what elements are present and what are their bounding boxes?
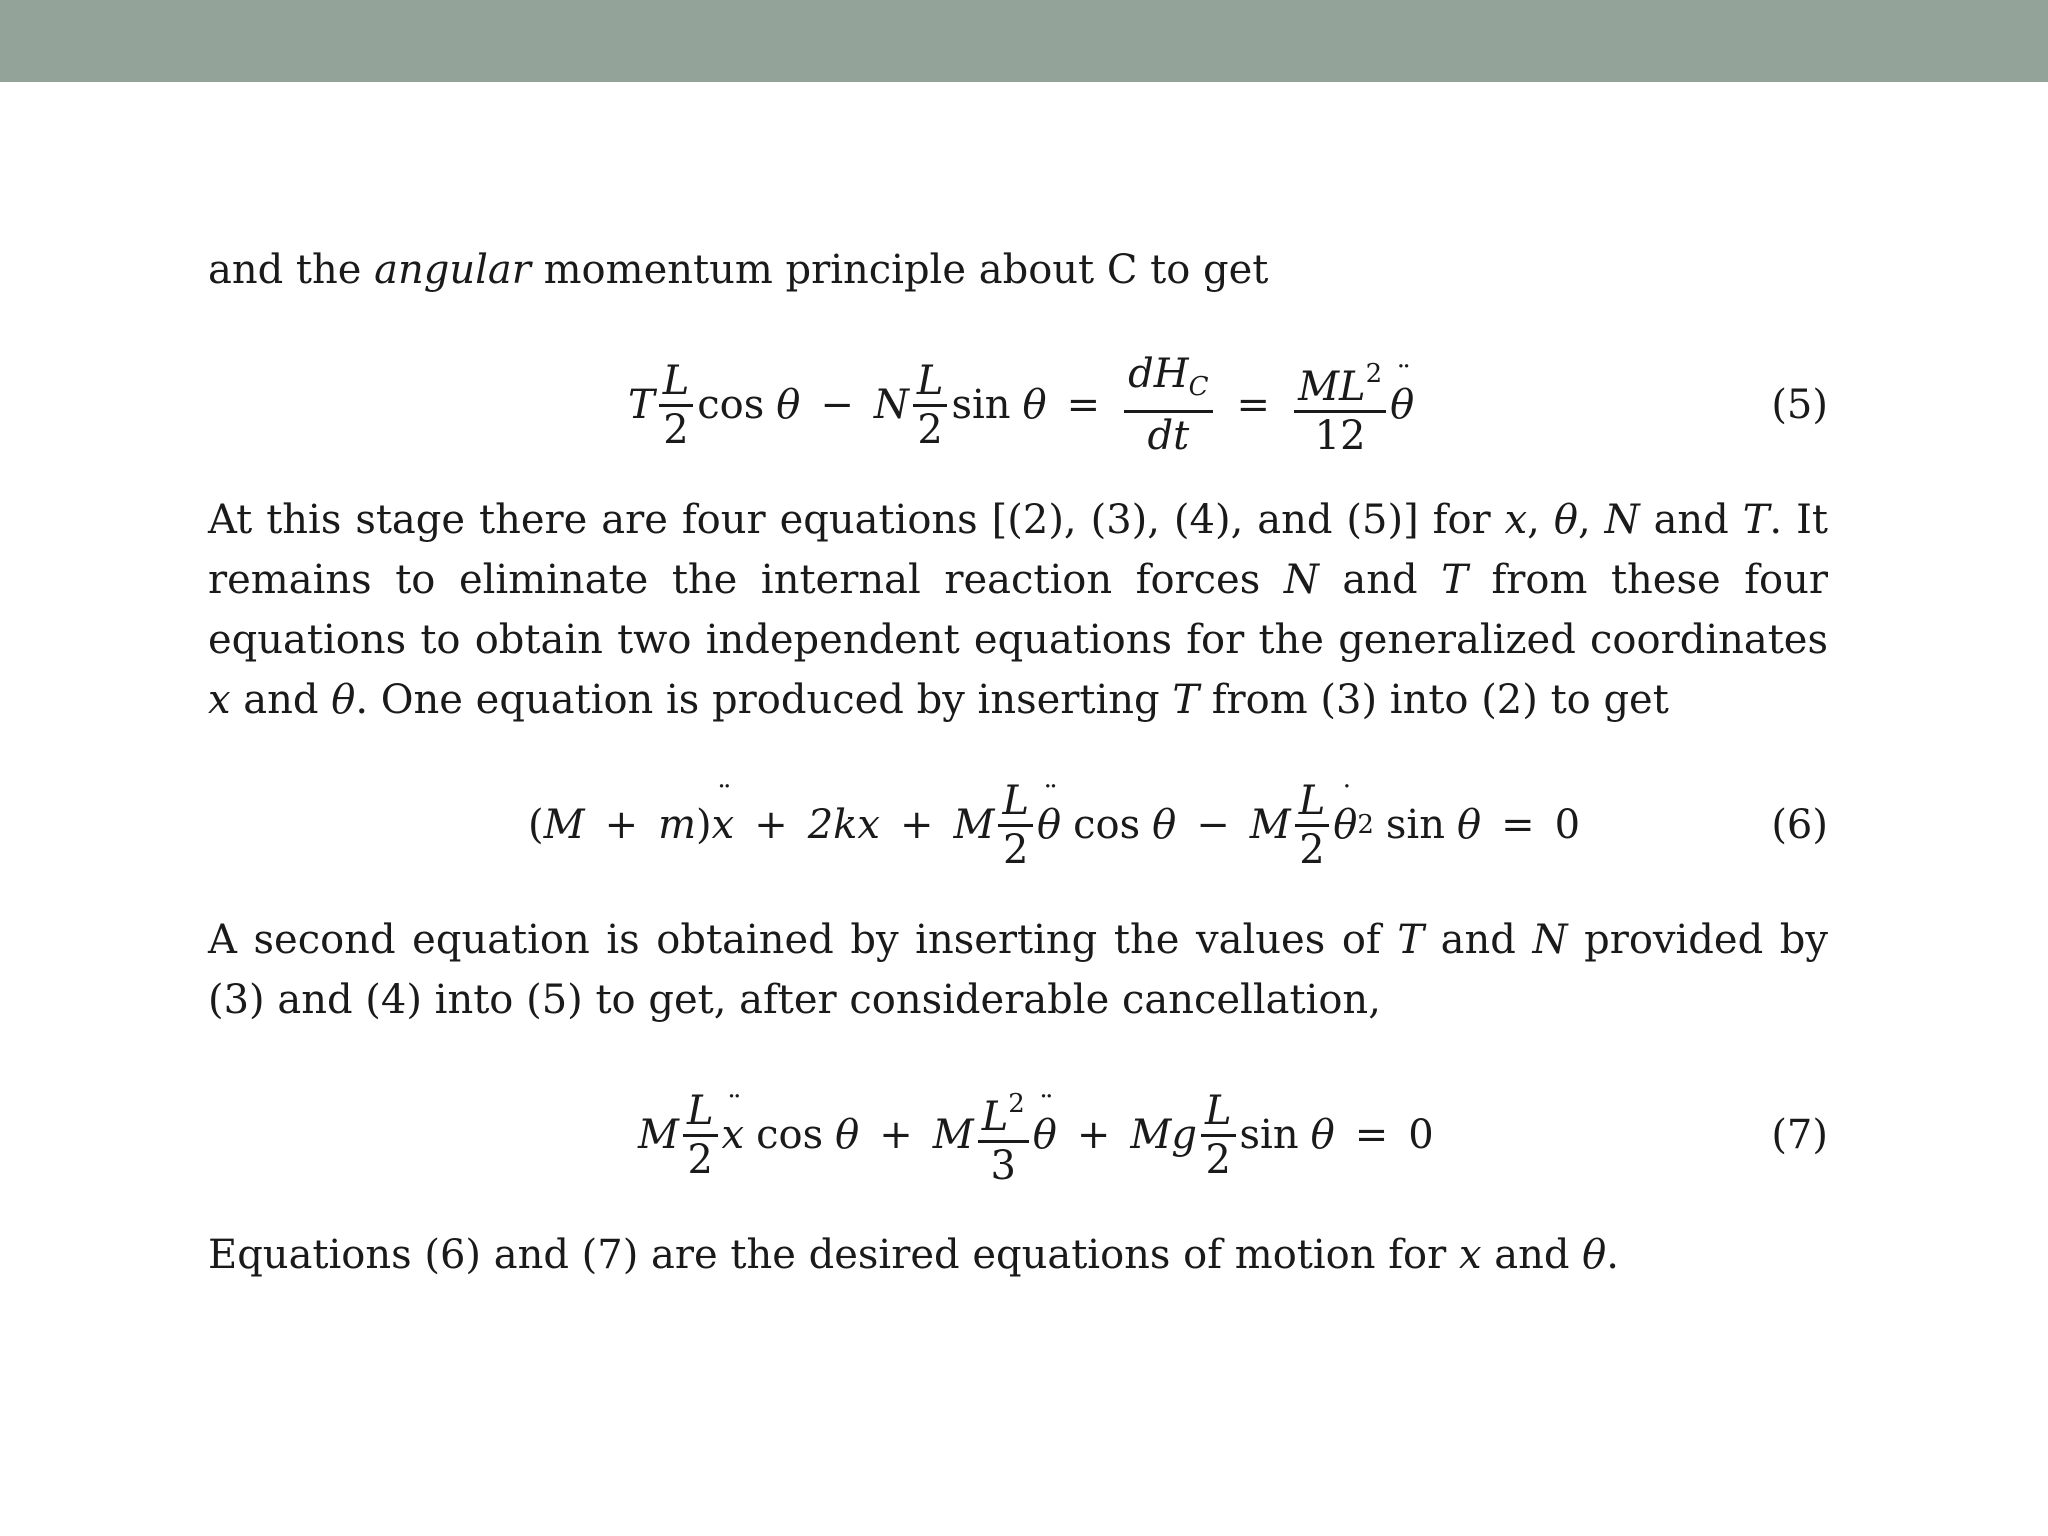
var-T: T <box>1397 917 1425 963</box>
eq6-sin: sin <box>1385 802 1445 848</box>
paragraph-conclusion <box>208 1225 1828 1285</box>
eq6-theta-ddot: ¨ θ <box>1037 802 1061 848</box>
eq5-sq: 2 <box>1365 359 1383 389</box>
text: from these four equations to obtain two independent equations for the generalized coordinates <box>208 557 1828 663</box>
equation-5-body <box>628 350 1414 460</box>
var-theta: θ <box>1553 497 1578 543</box>
var-x: x <box>1458 1232 1482 1278</box>
eq5-fraction-L-2 <box>659 358 694 453</box>
eq5-equals-b: = <box>1236 382 1271 428</box>
eq6-x: x <box>857 802 880 848</box>
text: At this stage there are four equations [(2), (3), (4), and (5)] for <box>208 497 1505 543</box>
equation-5-number: (5) <box>1771 382 1828 428</box>
eq7-zero: 0 <box>1408 1112 1434 1158</box>
text: and <box>1639 497 1743 543</box>
eq7-theta: θ <box>835 1112 860 1158</box>
intro-paragraph <box>208 240 1828 300</box>
eq7-three: 3 <box>990 1143 1016 1189</box>
eq7-frac-den: 2 <box>687 1136 713 1183</box>
eq6-zero: 0 <box>1554 802 1581 848</box>
text: and <box>1424 917 1533 963</box>
equation-6 <box>208 770 1828 880</box>
eq7-theta-ddot: ¨ θ <box>1033 1112 1057 1158</box>
paragraph-second-equation <box>208 910 1828 1030</box>
eq7-x-ddot: ¨ x <box>722 1112 745 1158</box>
paragraph-four-equations <box>208 490 1828 730</box>
eq7-theta-b: θ <box>1310 1112 1335 1158</box>
eq5-theta-ddot: ¨ θ <box>1390 382 1414 428</box>
equation-6-body <box>528 770 1580 880</box>
var-N: N <box>1532 917 1568 963</box>
eq7-frac-num-b: L <box>1204 1087 1232 1134</box>
eq7-M: M <box>638 1112 679 1158</box>
eq6-fraction-L-2-b <box>1295 778 1330 873</box>
eq6-frac-num: L <box>1002 777 1030 824</box>
eq6-cos: cos <box>1073 802 1141 848</box>
eq7-plus: + <box>879 1112 913 1158</box>
var-T: T <box>1441 557 1468 603</box>
equation-7-body <box>638 1080 1434 1190</box>
eq7-Mg: Mg <box>1130 1112 1197 1158</box>
eq7-L2 <box>978 1081 1029 1140</box>
eq6-plus-c: + <box>899 802 934 848</box>
eq6-theta-b: θ <box>1457 802 1482 848</box>
eq7-fraction-L2-3 <box>978 1081 1029 1189</box>
text: and <box>230 677 332 723</box>
eq5-cos: cos <box>697 382 765 428</box>
eq7-cos: cos <box>756 1112 824 1158</box>
eq5-frac-num-b: L <box>916 357 944 404</box>
eq5-dHc <box>1124 351 1212 410</box>
eq5-minus: − <box>820 382 854 428</box>
eq6-frac-den-b: 2 <box>1299 826 1325 873</box>
equation-6-number: (6) <box>1771 802 1828 848</box>
eq6-M-b: M <box>953 802 995 848</box>
text: and <box>1481 1232 1583 1278</box>
eq6-2k: 2k <box>807 802 858 848</box>
eq7-frac-num: L <box>686 1087 714 1134</box>
var-T: T <box>1172 677 1200 723</box>
var-T: T <box>1742 497 1770 543</box>
eq7-sin: sin <box>1239 1112 1299 1158</box>
eq6-plus-b: + <box>754 802 788 848</box>
eq6-paren-close: ) <box>696 802 712 848</box>
text: from (3) into (2) to get <box>1199 677 1669 723</box>
var-N: N <box>1604 497 1640 543</box>
eq5-T: T <box>628 382 655 428</box>
text: , <box>1577 497 1605 543</box>
eq6-frac-num-b: L <box>1298 777 1326 824</box>
eq6-fraction-L-2 <box>998 778 1033 873</box>
eq5-dt: dt <box>1147 413 1190 459</box>
eq5-fraction-ML2-12 <box>1294 351 1386 459</box>
intro-text-post: momentum principle about C to get <box>530 247 1269 293</box>
eq5-ML: ML <box>1298 364 1366 410</box>
eq5-d: d <box>1128 351 1154 397</box>
var-x: x <box>1504 497 1528 543</box>
eq5-ML2 <box>1294 351 1386 410</box>
eq5-frac-den-b: 2 <box>917 406 943 453</box>
eq6-x-ddot: ¨ x <box>712 802 735 848</box>
eq5-H: H <box>1153 351 1189 397</box>
eq7-fraction-L-2 <box>683 1088 718 1183</box>
text: . One equation is produced by inserting <box>355 677 1173 723</box>
eq5-theta: θ <box>776 382 801 428</box>
eq5-fraction-L-2-b <box>913 358 948 453</box>
eq6-theta: θ <box>1152 802 1177 848</box>
var-theta: θ <box>331 677 356 723</box>
eq7-sq: 2 <box>1008 1089 1025 1119</box>
text: A second equation is obtained by inserting the values of <box>208 917 1398 963</box>
eq6-frac-den: 2 <box>1003 826 1029 873</box>
var-N: N <box>1283 557 1319 603</box>
eq5-frac-num: L <box>662 357 690 404</box>
text: Equations (6) and (7) are the desired equations of motion for <box>208 1232 1459 1278</box>
eq6-plus: + <box>604 802 639 848</box>
eq5-twelve: 12 <box>1314 413 1366 459</box>
eq6-paren-open: ( <box>528 802 544 848</box>
eq6-M-c: M <box>1249 802 1291 848</box>
eq5-frac-den: 2 <box>663 406 689 453</box>
eq7-plus-b: + <box>1076 1112 1111 1158</box>
eq6-theta-dot: ˙ θ <box>1333 802 1357 848</box>
eq5-N: N <box>873 382 909 428</box>
eq7-M-b: M <box>932 1112 974 1158</box>
eq5-theta-b: θ <box>1022 382 1047 428</box>
eq6-M: M <box>543 802 585 848</box>
text: and <box>1318 557 1442 603</box>
eq5-sub-C: C <box>1188 372 1209 402</box>
equation-7-number: (7) <box>1771 1112 1828 1158</box>
eq5-fraction-dHc-dt <box>1124 351 1212 459</box>
eq6-equals: = <box>1501 802 1535 848</box>
eq7-L: L <box>981 1094 1009 1140</box>
eq7-frac-den-b: 2 <box>1205 1136 1231 1183</box>
eq7-fraction-L-2-b <box>1201 1088 1236 1183</box>
eq6-minus: − <box>1196 802 1230 848</box>
eq5-equals: = <box>1066 382 1101 428</box>
text: provided by (3) and (4) into (5) to get, after considerable cancellation, <box>208 917 1828 1023</box>
intro-text-pre: and the <box>208 247 375 293</box>
eq6-sq: 2 <box>1357 810 1374 840</box>
equation-7 <box>208 1080 1828 1190</box>
equation-5 <box>208 350 1828 460</box>
var-theta: θ <box>1582 1232 1607 1278</box>
eq7-equals: = <box>1354 1112 1389 1158</box>
eq6-m: m <box>658 802 697 848</box>
text: , <box>1527 497 1554 543</box>
text: . <box>1606 1232 1619 1278</box>
text: . It remains to eliminate the internal reaction forces <box>208 497 1828 603</box>
slide-header-bar <box>0 0 2048 82</box>
var-x: x <box>208 677 231 723</box>
eq5-sin: sin <box>951 382 1011 428</box>
intro-emphasis: angular <box>374 247 531 293</box>
